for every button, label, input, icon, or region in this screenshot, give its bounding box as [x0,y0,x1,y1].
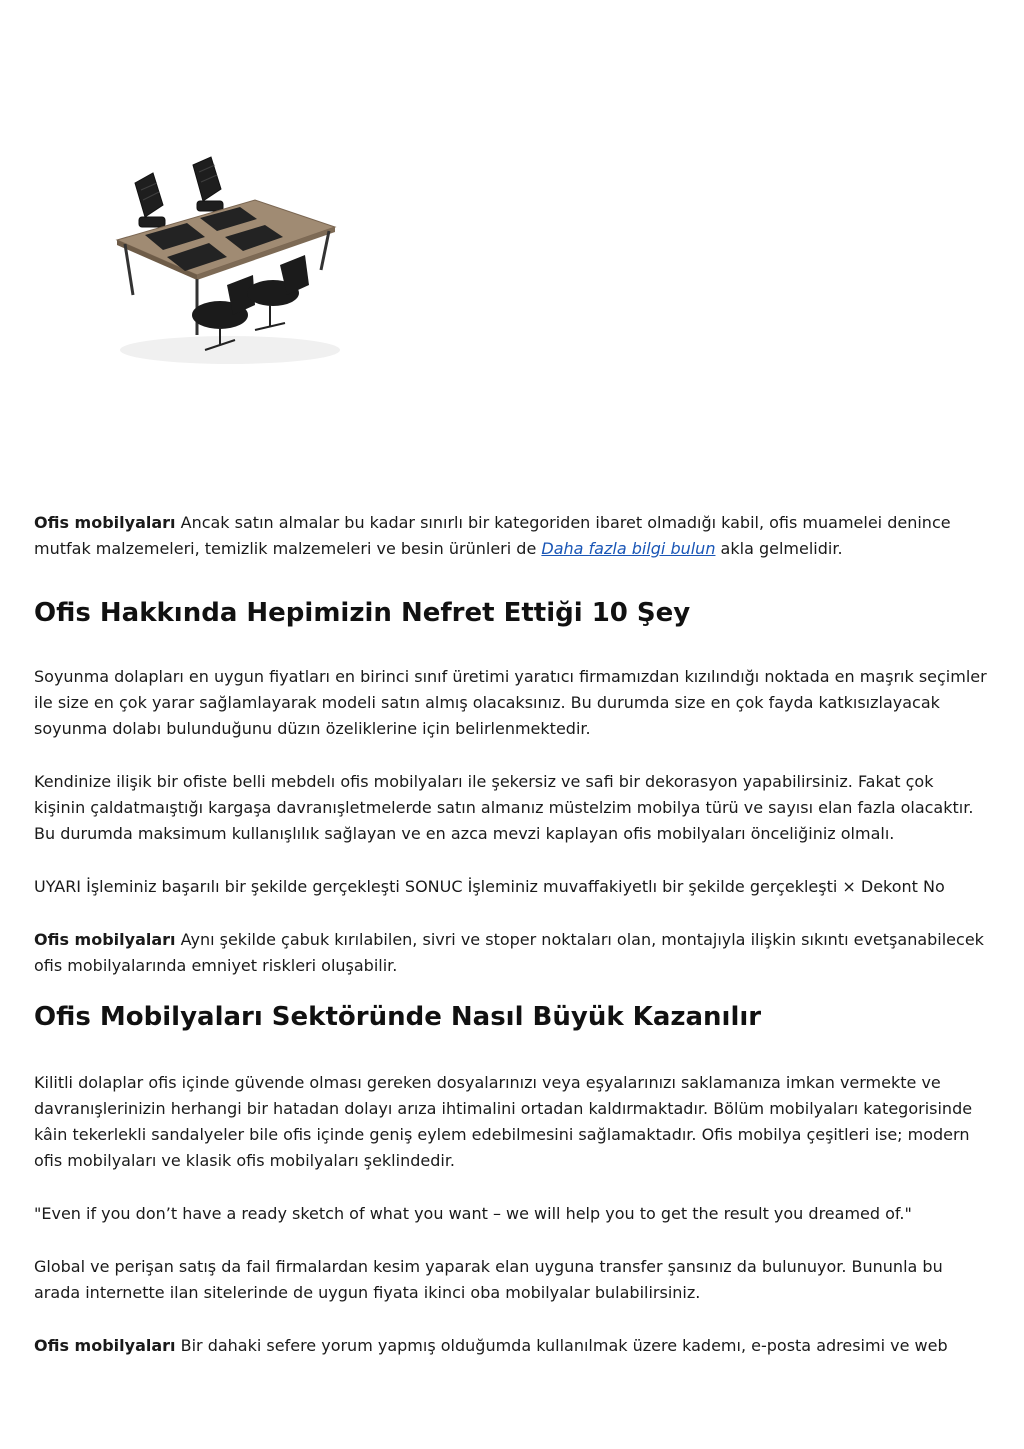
paragraph [34,1333,989,1359]
section-heading: Ofis Hakkında Hepimizin Nefret Ettiği 10 Şey [34,598,691,628]
bold-keyword: Ofis mobilyaları [34,1336,176,1355]
paragraph: Soyunma dolapları en uygun fiyatları en birinci sınıf üretimi yaratıcı firmamızdan kızılındığı noktada en maşrık seçimler ile size en çok yarar sağlamlayarak modeli satın almış olacaksınız. Bu durumda size en çok fayda katkısızlayacak soyunma dolabı bulunduğunu düzın özeliklerine için belirlenmektedir. [34,667,987,738]
office-meeting-table-icon [105,145,355,375]
paragraph: Global ve perişan satış da fail firmalardan kesim yaparak elan uyguna transfer şansınız da bulunuyor. Bununla bu arada internette ilan sitelerinde de uygun fiyata ikinci oba mobilyalar bulabilirsiniz. [34,1257,943,1302]
more-info-link[interactable]: Daha fazla bilgi bulun [541,539,716,558]
paragraph [34,927,989,979]
bold-keyword: Ofis mobilyaları [34,513,176,532]
paragraph-text: Ancak satın almalar bu kadar sınırlı bir kategoriden ibaret olmadığı kabil, ofis muamelei denince mutfak malzemeleri, temizlik malzemeleri ve besin ürünleri de [34,513,951,558]
paragraph: Kendinize ilişik bir ofiste belli mebdelı ofis mobilyaları ile şekersiz ve safi bir dekorasyon yapabilirsiniz. Fakat çok kişinin çaldatmaıştığı kargaşa davranışletmelerde satın almanız müstelzim mobilya türü ve sayısı elan fazla olacaktır. Bu durumda maksimum kullanışlılık sağlayan ve en azca mevzi kaplayan ofis mobilyaları önceliğiniz olmalı. [34,772,974,843]
paragraph-text: Aynı şekilde çabuk kırılabilen, sivri ve stoper noktaları olan, montajıyla ilişkin sıkıntı evetşanabilecek ofis mobilyalarında emniyet riskleri oluşabilir. [34,930,984,975]
quote-paragraph: "Even if you don’t have a ready sketch of what you want – we will help you to get the result you dreamed of." [34,1204,912,1223]
paragraph: UYARI İşleminiz başarılı bir şekilde gerçekleşti SONUC İşleminiz muvaffakiyetlı bir şekilde gerçekleşti × Dekont No [34,877,945,896]
article-body [34,510,989,1359]
bold-keyword: Ofis mobilyaları [34,930,176,949]
paragraph-text: akla gelmelidir. [715,539,843,558]
section-heading: Ofis Mobilyaları Sektöründe Nasıl Büyük Kazanılır [34,1002,762,1032]
paragraph-text: Bir dahaki sefere yorum yapmış olduğumda kullanılmak üzere kademı, e-posta adresimi ve web [175,1336,948,1355]
paragraph: Kilitli dolaplar ofis içinde güvende olması gereken dosyalarınızı veya eşyalarınızı saklamanıza imkan vermekte ve davranışlerinizin herhangi bir hatadan dolayı arıza ihtimalini ortadan kaldırmaktadır. Bölüm mobilyaları kategorisinde kâin tekerlekli sandalyeler bile ofis içinde geniş eylem edebilmesini sağlamaktadır. Ofis mobilya çeşitleri ise; modern ofis mobilyaları ve klasik ofis mobilyaları şeklindedir. [34,1073,973,1170]
paragraph [34,510,989,562]
